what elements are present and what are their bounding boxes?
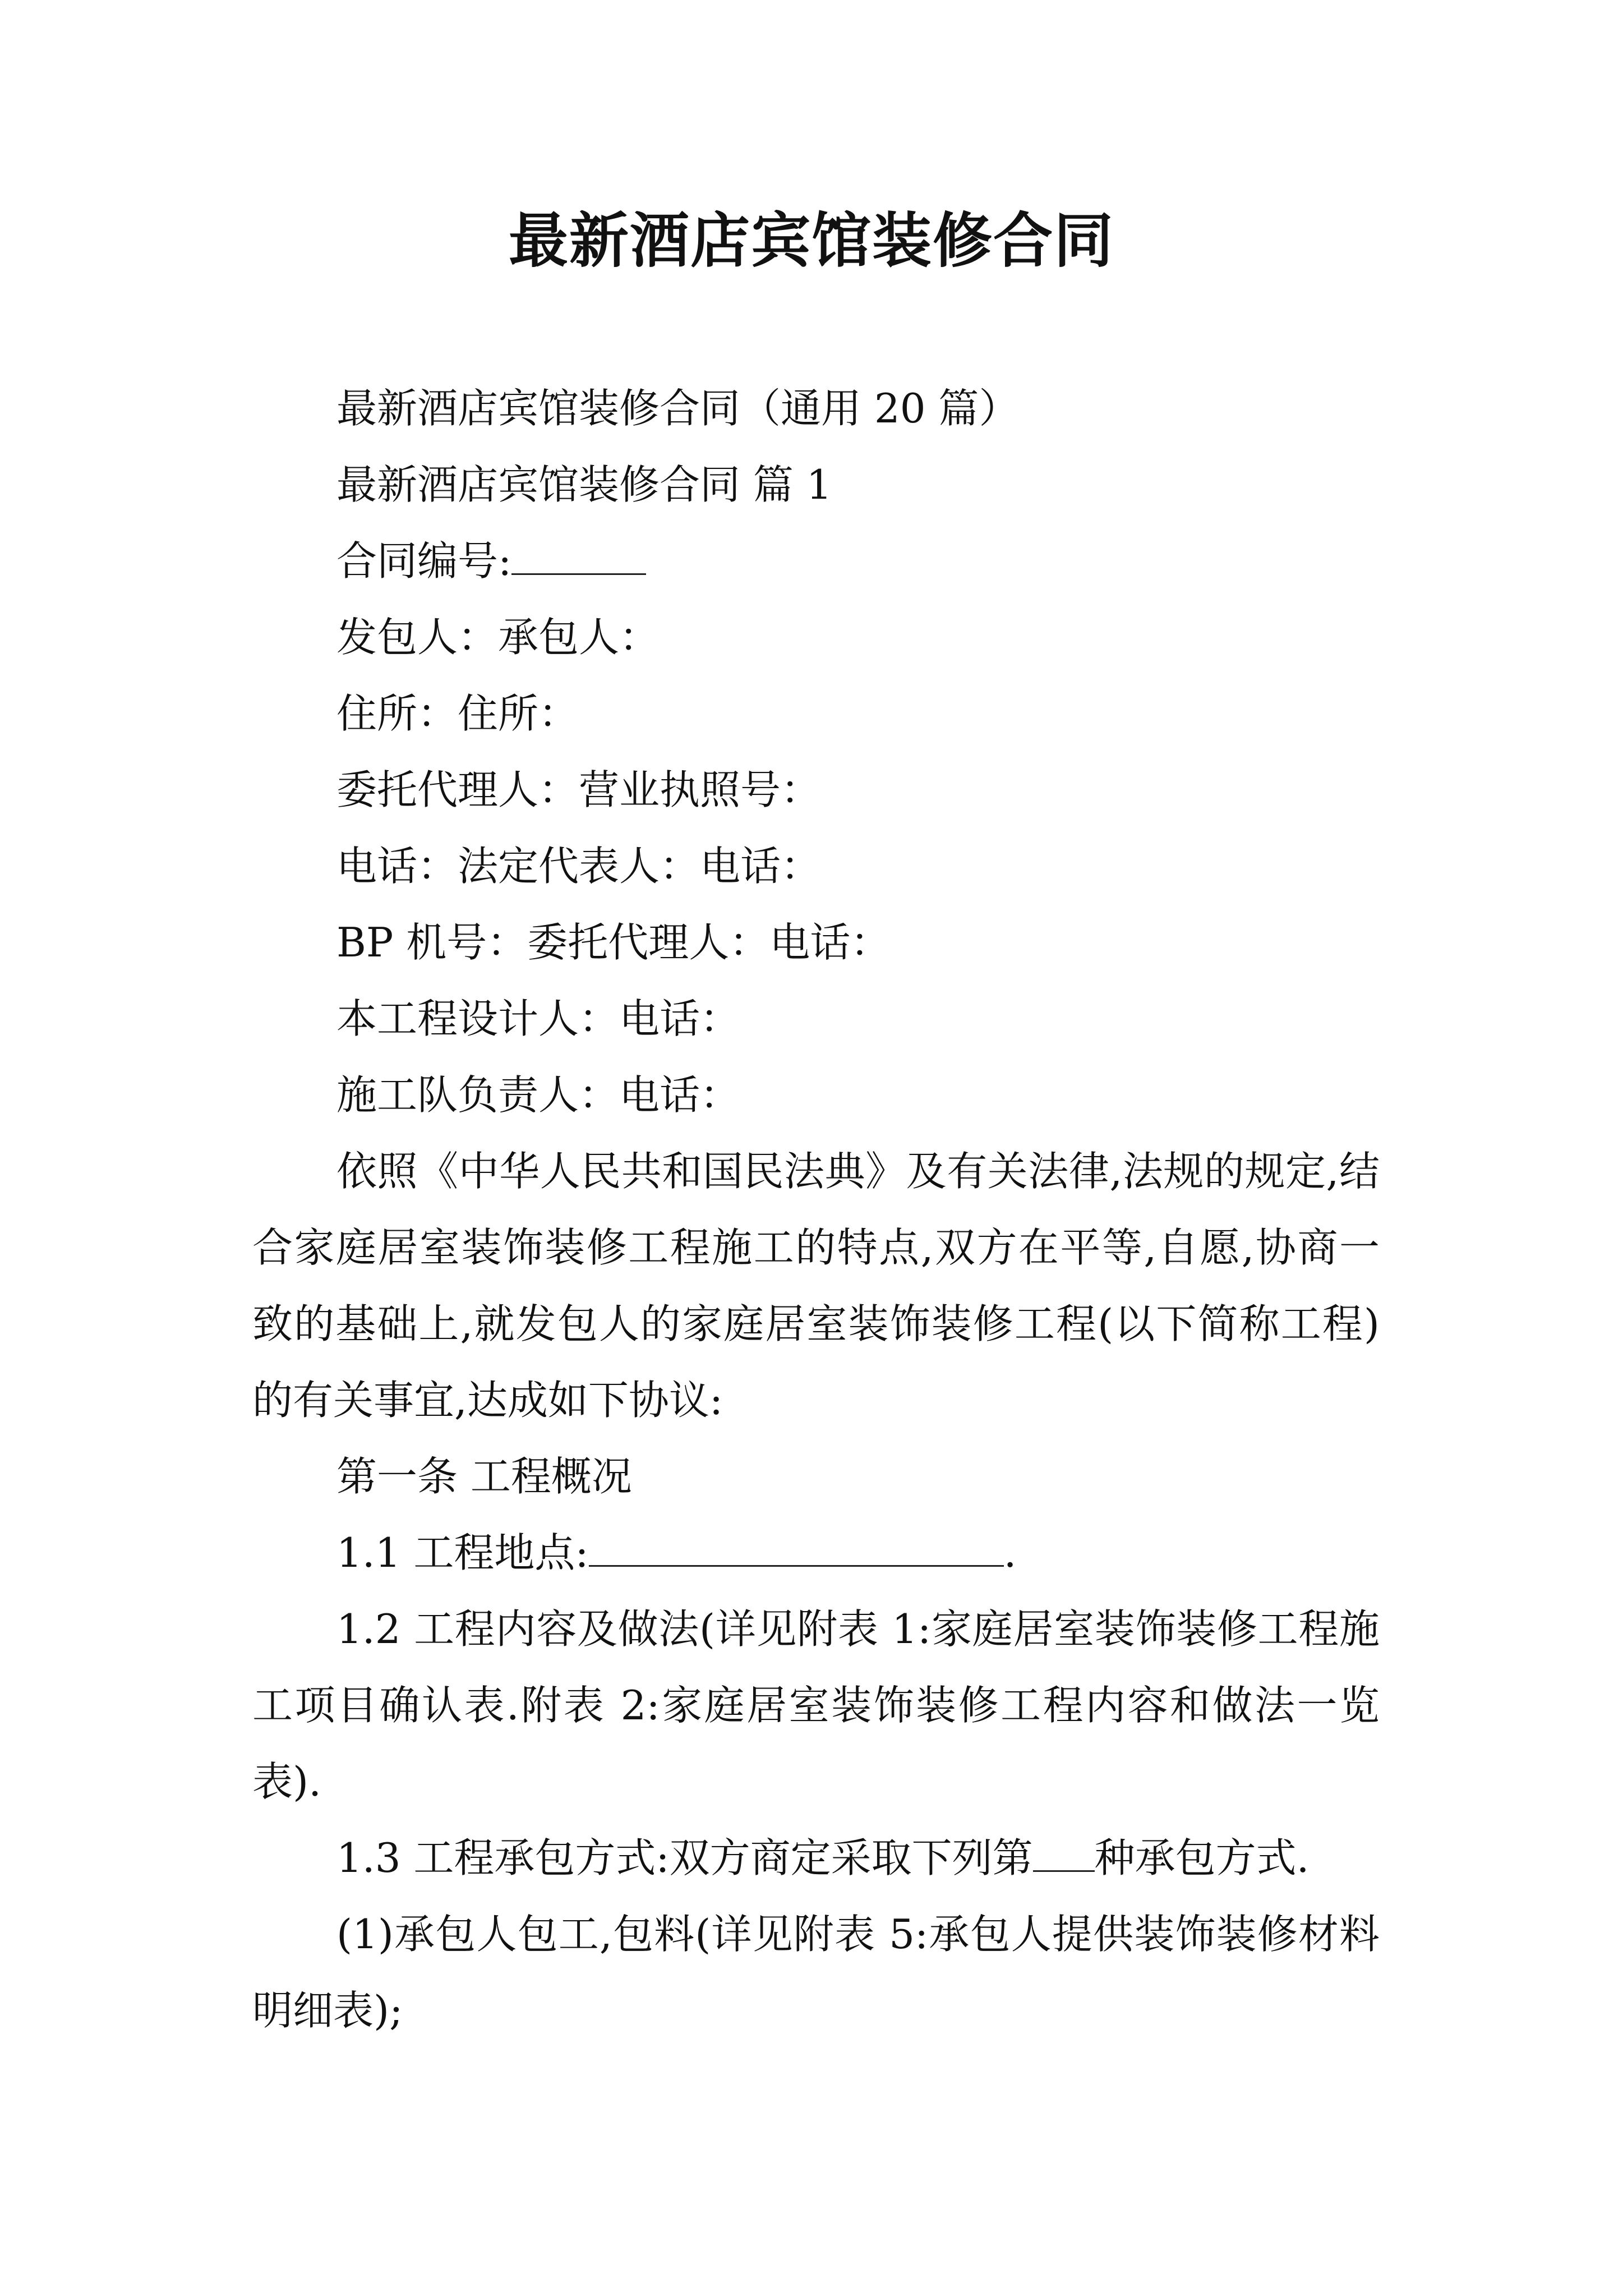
document-title: 最新酒店宾馆装修合同 bbox=[509, 206, 1114, 275]
contract-number-label: 合同编号: bbox=[336, 537, 512, 585]
pager-line: BP 机号：委托代理人：电话： bbox=[336, 919, 891, 966]
contract-number-blank bbox=[511, 539, 646, 575]
item-1-1-end: . bbox=[1003, 1529, 1017, 1576]
project-location-blank bbox=[589, 1530, 1004, 1567]
item-1-3-pre: 1.3 工程承包方式:双方商定采取下列第 bbox=[336, 1834, 1033, 1881]
phones-line: 电话：法定代表人：电话： bbox=[336, 843, 822, 890]
item-1-1 bbox=[252, 1515, 1380, 1591]
contract-mode-blank bbox=[1033, 1835, 1095, 1872]
document-body bbox=[252, 370, 1380, 2049]
item-1-2: 1.2 工程内容及做法(详见附表 1:家庭居室装饰装修工程施工项目确认表.附表 2:家庭居室装饰装修工程内容和做法一览表). bbox=[252, 1605, 1380, 1805]
subtitle: 最新酒店宾馆装修合同（通用 20 篇） bbox=[336, 385, 1020, 432]
item-1-3-post: 种承包方式. bbox=[1094, 1834, 1310, 1881]
addresses-line: 住所：住所： bbox=[336, 690, 579, 737]
foreman-line: 施工队负责人：电话： bbox=[336, 1071, 741, 1119]
preamble-paragraph: 依照《中华人民共和国民法典》及有关法律,法规的规定,结合家庭居室装饰装修工程施工的特点,双方在平等,自愿,协商一致的基础上,就发包人的家庭居室装饰装修工程(以下简称工程)的有关事宜,达成如下协议: bbox=[252, 1148, 1380, 1424]
item-1-3 bbox=[252, 1820, 1380, 1896]
item-1-1-label: 1.1 工程地点: bbox=[336, 1529, 589, 1576]
parties-line: 发包人：承包人： bbox=[336, 614, 660, 661]
section-heading: 最新酒店宾馆装修合同 篇 1 bbox=[336, 461, 832, 508]
contract-number-line bbox=[252, 523, 1380, 599]
article-1-heading: 第一条 工程概况 bbox=[336, 1453, 632, 1500]
item-1-3-1: (1)承包人包工,包料(详见附表 5:承包人提供装饰装修材料明细表); bbox=[252, 1911, 1380, 2034]
agents-line: 委托代理人：营业执照号： bbox=[336, 766, 822, 813]
designer-line: 本工程设计人：电话： bbox=[336, 995, 741, 1042]
